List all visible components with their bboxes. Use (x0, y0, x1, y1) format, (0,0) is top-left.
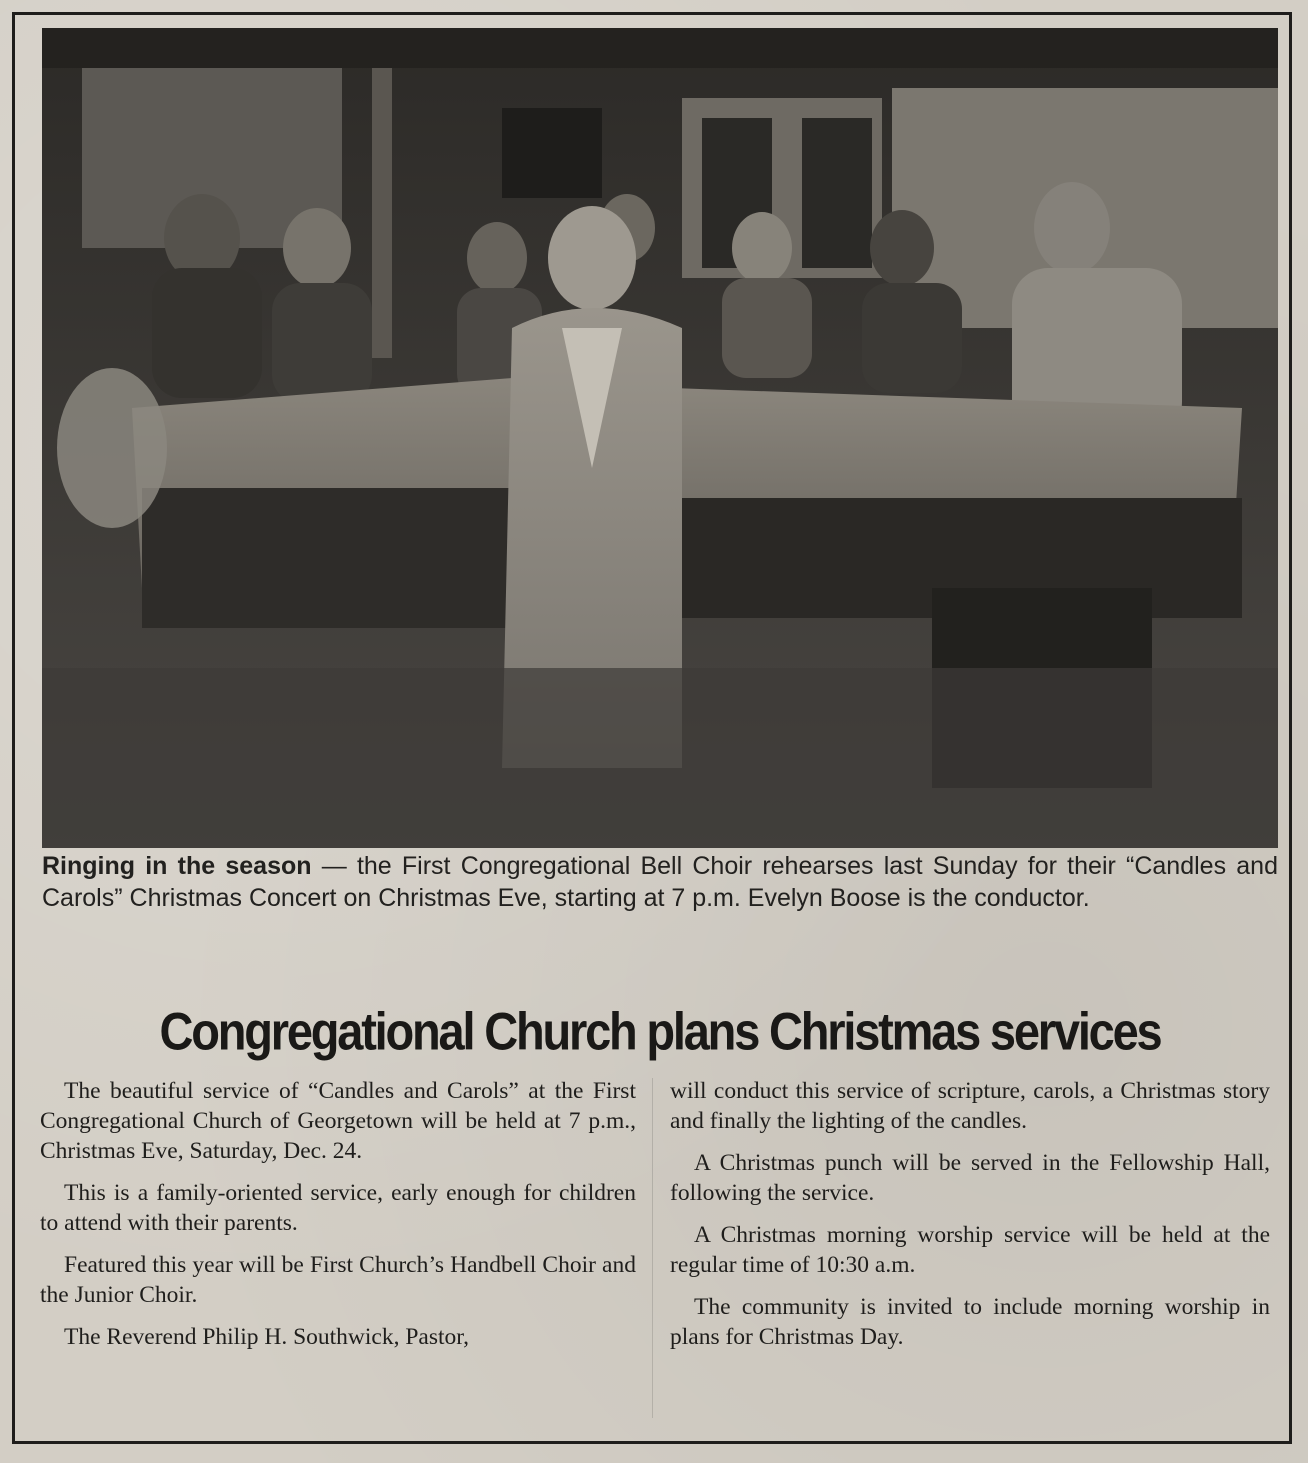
paragraph: A Christmas morning worship service will be held at the regular time of 10:30 a.m. (670, 1222, 1270, 1278)
bell-choir-photo (42, 28, 1278, 848)
paragraph: This is a family-oriented service, early enough for children to attend with their parents. (40, 1180, 636, 1236)
paragraph: Featured this year will be First Church’s Handbell Choir and the Junior Choir. (40, 1252, 636, 1308)
article-column-right (670, 1076, 1270, 1364)
paragraph: The community is invited to include morning worship in plans for Christmas Day. (670, 1294, 1270, 1350)
paragraph: The beautiful service of “Candles and Carols” at the First Congregational Church of Georgetown will be held at 7 p.m., Christmas Eve, Saturday, Dec. 24. (40, 1078, 636, 1164)
column-divider (652, 1078, 653, 1418)
paragraph: will conduct this service of scripture, carols, a Christmas story and finally the lighting of the candles. (670, 1078, 1270, 1134)
photo-illustration (42, 28, 1278, 848)
paragraph: A Christmas punch will be served in the Fellowship Hall, following the service. (670, 1150, 1270, 1206)
caption-lead: Ringing in the season (42, 852, 312, 880)
photo-caption (42, 850, 1278, 914)
caption-text: — the First Congregational Bell Choir rehearses last Sunday for their “Candles and Carols” Christmas Concert on Christmas Eve, starting at 7 p.m. Evelyn Boose is the conductor. (42, 852, 1278, 912)
article-column-left (40, 1076, 636, 1364)
headline: Congregational Church plans Christmas services (159, 1001, 1161, 1061)
paragraph: The Reverend Philip H. Southwick, Pastor, (64, 1324, 470, 1350)
